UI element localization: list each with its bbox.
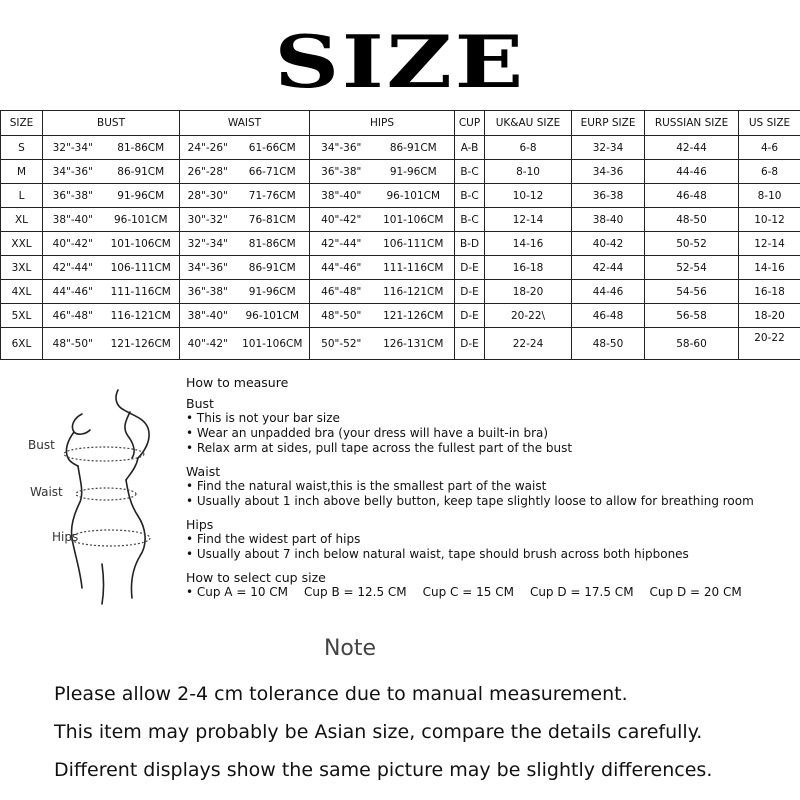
table-cell-eurp: 38-40 bbox=[572, 208, 645, 232]
cup-item: Cup B = 12.5 CM bbox=[304, 585, 407, 599]
body-figure bbox=[18, 388, 188, 608]
table-cell-us: 18-20 bbox=[739, 304, 800, 328]
cup-heading: How to select cup size bbox=[186, 570, 326, 585]
table-cell-russian: 44-46 bbox=[645, 160, 739, 184]
table-cell-hips-cm: 116-121CM bbox=[373, 280, 455, 304]
table-cell-hips-cm: 111-116CM bbox=[373, 256, 455, 280]
bust-heading: Bust bbox=[186, 396, 214, 411]
table-cell-bust-cm: 96-101CM bbox=[103, 208, 180, 232]
hips-heading: Hips bbox=[186, 517, 214, 532]
table-cell-hips-cm: 126-131CM bbox=[373, 328, 455, 360]
table-cell-eurp: 42-44 bbox=[572, 256, 645, 280]
table-cell-ukau: 10-12 bbox=[485, 184, 572, 208]
table-cell-eurp: 48-50 bbox=[572, 328, 645, 360]
table-cell-bust-in: 32"-34" bbox=[43, 136, 103, 160]
table-cell-waist-cm: 91-96CM bbox=[236, 280, 310, 304]
table-cell-waist-in: 40"-42" bbox=[180, 328, 236, 360]
bust-label: Bust bbox=[28, 438, 55, 452]
table-cell-cup: D-E bbox=[455, 256, 485, 280]
table-cell-waist-cm: 71-76CM bbox=[236, 184, 310, 208]
table-cell-cup: B-C bbox=[455, 208, 485, 232]
table-cell-eurp: 40-42 bbox=[572, 232, 645, 256]
table-cell-waist-in: 34"-36" bbox=[180, 256, 236, 280]
table-cell-waist-in: 28"-30" bbox=[180, 184, 236, 208]
table-cell-us: 16-18 bbox=[739, 280, 800, 304]
table-cell-hips-cm: 91-96CM bbox=[373, 160, 455, 184]
table-row bbox=[1, 232, 800, 256]
table-cell-waist-cm: 86-91CM bbox=[236, 256, 310, 280]
table-cell-hips-in: 50"-52" bbox=[310, 328, 373, 360]
table-cell-hips-in: 48"-50" bbox=[310, 304, 373, 328]
table-cell-russian: 46-48 bbox=[645, 184, 739, 208]
note-title: Note bbox=[323, 636, 377, 661]
table-cell-ukau: 16-18 bbox=[485, 256, 572, 280]
table-cell-bust-cm: 86-91CM bbox=[103, 160, 180, 184]
hips-label: Hips bbox=[52, 530, 79, 544]
header-russian: RUSSIAN SIZE bbox=[645, 111, 739, 136]
table-cell-size: 5XL bbox=[1, 304, 43, 328]
table-cell-cup: D-E bbox=[455, 328, 485, 360]
table-cell-cup: A-B bbox=[455, 136, 485, 160]
table-header-row bbox=[1, 111, 800, 136]
table-cell-waist-cm: 66-71CM bbox=[236, 160, 310, 184]
header-cup: CUP bbox=[455, 111, 485, 136]
table-row bbox=[1, 280, 800, 304]
table-row bbox=[1, 328, 800, 360]
table-cell-waist-in: 38"-40" bbox=[180, 304, 236, 328]
table-cell-eurp: 36-38 bbox=[572, 184, 645, 208]
header-bust: BUST bbox=[43, 111, 180, 136]
table-row bbox=[1, 184, 800, 208]
table-cell-bust-cm: 121-126CM bbox=[103, 328, 180, 360]
bust-tip: • Relax arm at sides, pull tape across the fullest part of the bust bbox=[186, 441, 573, 455]
table-cell-hips-in: 36"-38" bbox=[310, 160, 373, 184]
table-cell-russian: 50-52 bbox=[645, 232, 739, 256]
table-cell-hips-cm: 121-126CM bbox=[373, 304, 455, 328]
table-cell-bust-in: 36"-38" bbox=[43, 184, 103, 208]
table-row bbox=[1, 160, 800, 184]
table-cell-us: 12-14 bbox=[739, 232, 800, 256]
table-cell-waist-cm: 76-81CM bbox=[236, 208, 310, 232]
table-cell-ukau: 18-20 bbox=[485, 280, 572, 304]
table-cell-size: 4XL bbox=[1, 280, 43, 304]
hips-tip: • Find the widest part of hips bbox=[186, 532, 361, 546]
table-cell-ukau: 12-14 bbox=[485, 208, 572, 232]
table-cell-waist-cm: 101-106CM bbox=[236, 328, 310, 360]
table-cell-cup: D-E bbox=[455, 304, 485, 328]
table-cell-waist-in: 36"-38" bbox=[180, 280, 236, 304]
table-cell-hips-in: 46"-48" bbox=[310, 280, 373, 304]
header-ukau: UK&AU SIZE bbox=[485, 111, 572, 136]
cup-item: Cup D = 17.5 CM bbox=[529, 585, 634, 599]
table-cell-cup: B-D bbox=[455, 232, 485, 256]
table-cell-size: 6XL bbox=[1, 328, 43, 360]
table-cell-eurp: 32-34 bbox=[572, 136, 645, 160]
table-cell-eurp: 34-36 bbox=[572, 160, 645, 184]
header-size: SIZE bbox=[1, 111, 43, 136]
table-cell-bust-in: 48"-50" bbox=[43, 328, 103, 360]
table-cell-hips-in: 42"-44" bbox=[310, 232, 373, 256]
table-cell-size: XL bbox=[1, 208, 43, 232]
header-hips: HIPS bbox=[310, 111, 455, 136]
table-cell-us: 20-22 bbox=[739, 328, 800, 360]
table-cell-ukau: 22-24 bbox=[485, 328, 572, 360]
table-cell-bust-cm: 91-96CM bbox=[103, 184, 180, 208]
table-row bbox=[1, 304, 800, 328]
waist-label: Waist bbox=[30, 485, 63, 499]
table-cell-russian: 58-60 bbox=[645, 328, 739, 360]
waist-heading: Waist bbox=[186, 464, 221, 479]
header-waist: WAIST bbox=[180, 111, 310, 136]
waist-tip: • Usually about 1 inch above belly button, keep tape slightly loose to allow for breathing room bbox=[186, 494, 754, 508]
table-cell-cup: D-E bbox=[455, 280, 485, 304]
table-cell-waist-in: 30"-32" bbox=[180, 208, 236, 232]
table-cell-us: 4-6 bbox=[739, 136, 800, 160]
table-row bbox=[1, 208, 800, 232]
hips-tip: • Usually about 7 inch below natural waist, tape should brush across both hipbones bbox=[186, 547, 689, 561]
table-cell-bust-cm: 116-121CM bbox=[103, 304, 180, 328]
table-cell-waist-in: 24"-26" bbox=[180, 136, 236, 160]
table-cell-bust-cm: 111-116CM bbox=[103, 280, 180, 304]
table-cell-bust-cm: 101-106CM bbox=[103, 232, 180, 256]
table-cell-us: 8-10 bbox=[739, 184, 800, 208]
table-cell-size: L bbox=[1, 184, 43, 208]
size-chart-table bbox=[0, 110, 800, 360]
table-cell-hips-in: 40"-42" bbox=[310, 208, 373, 232]
cup-list bbox=[186, 585, 796, 600]
measure-heading: How to measure bbox=[186, 375, 289, 390]
cup-item: Cup D = 20 CM bbox=[649, 585, 742, 599]
measurement-guide bbox=[186, 372, 796, 600]
table-cell-russian: 48-50 bbox=[645, 208, 739, 232]
page-title: SIZE bbox=[274, 19, 526, 104]
table-cell-hips-cm: 86-91CM bbox=[373, 136, 455, 160]
header-us: US SIZE bbox=[739, 111, 800, 136]
table-cell-bust-in: 40"-42" bbox=[43, 232, 103, 256]
table-cell-hips-in: 34"-36" bbox=[310, 136, 373, 160]
table-row bbox=[1, 136, 800, 160]
table-cell-waist-cm: 61-66CM bbox=[236, 136, 310, 160]
waist-tip: • Find the natural waist,this is the smallest part of the waist bbox=[186, 479, 547, 493]
table-cell-waist-cm: 96-101CM bbox=[236, 304, 310, 328]
cup-item: Cup C = 15 CM bbox=[422, 585, 514, 599]
table-cell-size: S bbox=[1, 136, 43, 160]
bust-tip: • Wear an unpadded bra (your dress will have a built-in bra) bbox=[186, 426, 549, 440]
cup-item: • Cup A = 10 CM bbox=[186, 585, 289, 599]
table-cell-russian: 42-44 bbox=[645, 136, 739, 160]
table-cell-bust-cm: 81-86CM bbox=[103, 136, 180, 160]
table-cell-bust-in: 34"-36" bbox=[43, 160, 103, 184]
header-eurp: EURP SIZE bbox=[572, 111, 645, 136]
table-cell-russian: 56-58 bbox=[645, 304, 739, 328]
table-cell-waist-in: 32"-34" bbox=[180, 232, 236, 256]
note-line: This item may probably be Asian size, compare the details carefully. bbox=[54, 721, 703, 743]
note-list bbox=[54, 684, 712, 798]
note-line: Please allow 2-4 cm tolerance due to manual measurement. bbox=[54, 683, 628, 705]
table-cell-russian: 54-56 bbox=[645, 280, 739, 304]
table-cell-bust-cm: 106-111CM bbox=[103, 256, 180, 280]
table-cell-bust-in: 46"-48" bbox=[43, 304, 103, 328]
table-cell-us: 14-16 bbox=[739, 256, 800, 280]
table-cell-size: XXL bbox=[1, 232, 43, 256]
table-cell-hips-in: 38"-40" bbox=[310, 184, 373, 208]
table-cell-hips-in: 44"-46" bbox=[310, 256, 373, 280]
table-cell-bust-in: 38"-40" bbox=[43, 208, 103, 232]
table-cell-waist-in: 26"-28" bbox=[180, 160, 236, 184]
table-cell-us: 10-12 bbox=[739, 208, 800, 232]
note-line: Different displays show the same picture may be slightly differences. bbox=[54, 759, 713, 781]
table-row bbox=[1, 256, 800, 280]
table-cell-bust-in: 44"-46" bbox=[43, 280, 103, 304]
table-cell-hips-cm: 106-111CM bbox=[373, 232, 455, 256]
table-cell-russian: 52-54 bbox=[645, 256, 739, 280]
bust-tip: • This is not your bar size bbox=[186, 411, 340, 425]
table-cell-eurp: 44-46 bbox=[572, 280, 645, 304]
table-cell-waist-cm: 81-86CM bbox=[236, 232, 310, 256]
table-cell-hips-cm: 101-106CM bbox=[373, 208, 455, 232]
table-cell-cup: B-C bbox=[455, 184, 485, 208]
table-cell-us: 6-8 bbox=[739, 160, 800, 184]
table-cell-size: M bbox=[1, 160, 43, 184]
table-cell-ukau: 8-10 bbox=[485, 160, 572, 184]
table-cell-cup: B-C bbox=[455, 160, 485, 184]
table-cell-ukau: 20-22\ bbox=[485, 304, 572, 328]
table-cell-eurp: 46-48 bbox=[572, 304, 645, 328]
table-cell-size: 3XL bbox=[1, 256, 43, 280]
table-cell-bust-in: 42"-44" bbox=[43, 256, 103, 280]
table-cell-hips-cm: 96-101CM bbox=[373, 184, 455, 208]
table-cell-ukau: 14-16 bbox=[485, 232, 572, 256]
table-cell-ukau: 6-8 bbox=[485, 136, 572, 160]
